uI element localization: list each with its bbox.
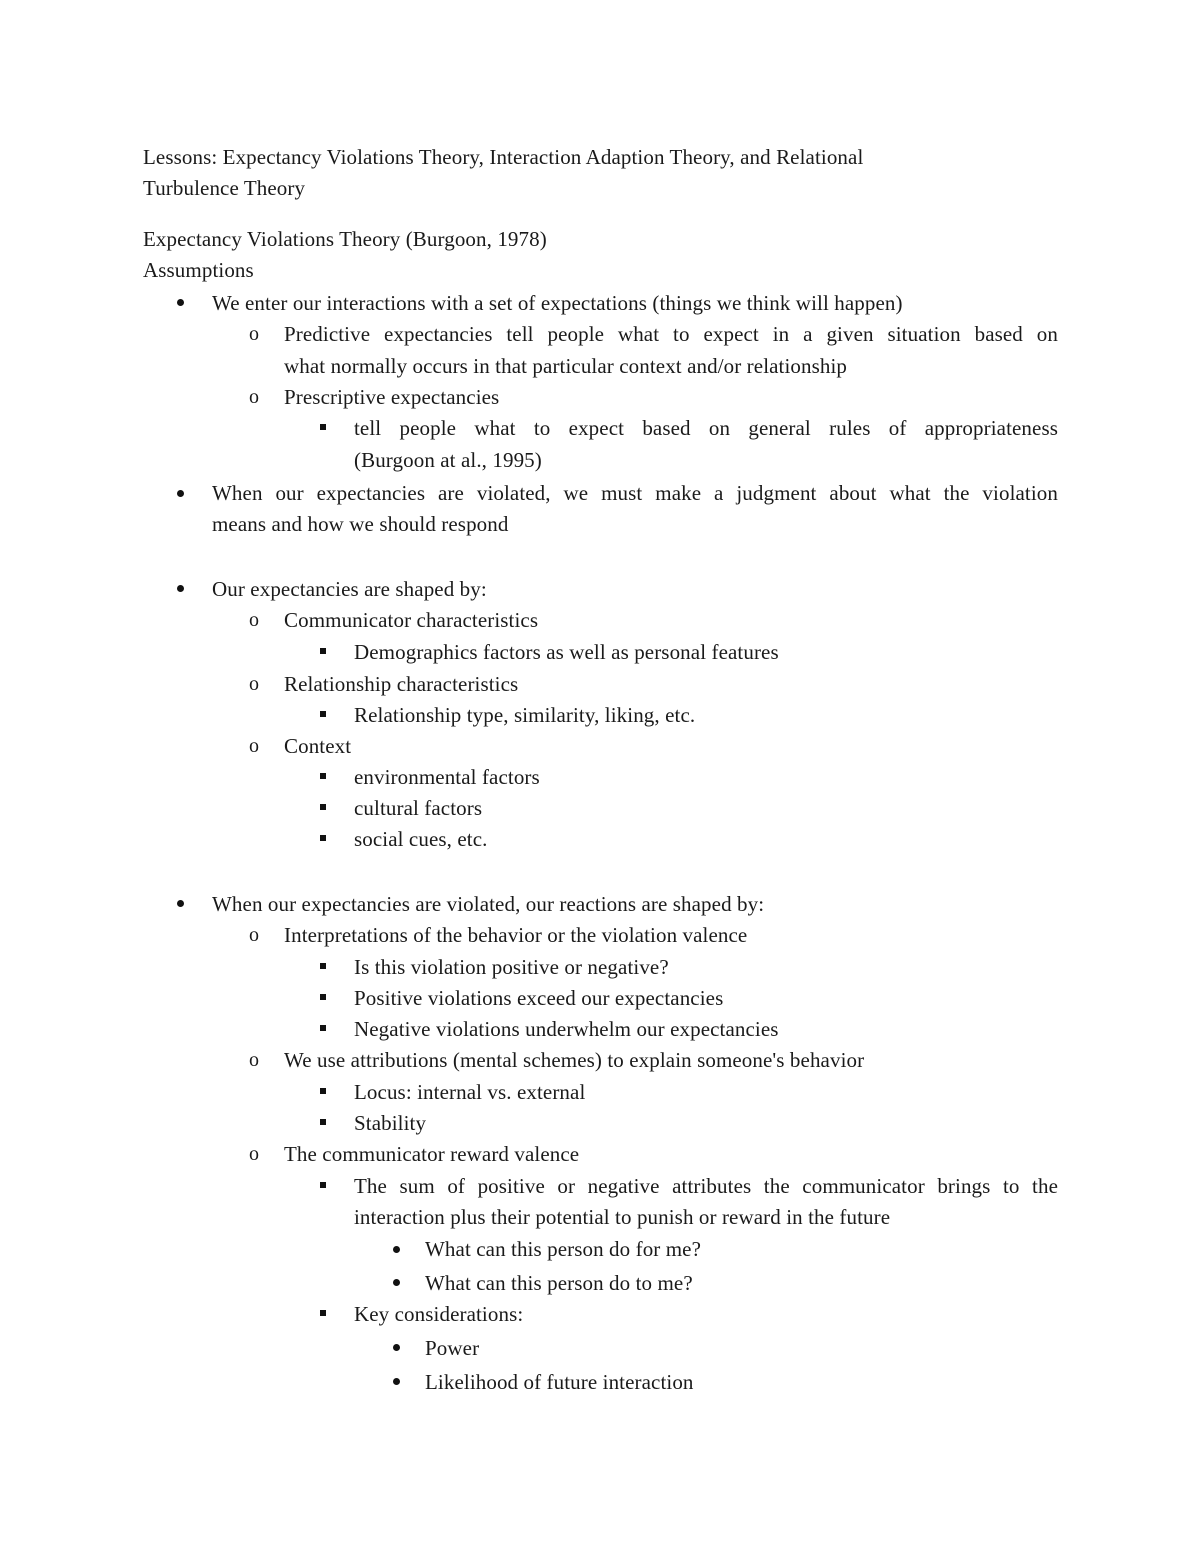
sub-bullet-icon: o — [249, 1143, 260, 1165]
sub-bullet-icon: o — [249, 735, 260, 757]
assumption-1: We enter our interactions with a set of expectations (things we think will happen) — [212, 291, 903, 315]
square-bullet-icon — [320, 773, 326, 779]
prescriptive-expectancies: Prescriptive expectancies — [284, 385, 500, 409]
sub-bullet-icon: o — [249, 386, 260, 408]
key-considerations: Key considerations: — [354, 1302, 524, 1326]
document-title-line-2: Turbulence Theory — [143, 176, 306, 200]
relationship-detail: Relationship type, similarity, liking, etc. — [354, 703, 696, 727]
attribution-item: Locus: internal vs. external — [354, 1080, 586, 1104]
bullet-icon — [177, 299, 184, 306]
key-item: Likelihood of future interaction — [425, 1370, 694, 1394]
sub-bullet-icon: o — [249, 1049, 260, 1071]
interpretation-item: Positive violations exceed our expectancies — [354, 986, 724, 1010]
bullet-icon — [393, 1344, 400, 1351]
square-bullet-icon — [320, 648, 326, 654]
bullet-icon — [393, 1378, 400, 1385]
reward-sum-line-2: interaction plus their potential to punish or reward in the future — [354, 1205, 891, 1229]
square-bullet-icon — [320, 1025, 326, 1031]
square-bullet-icon — [320, 994, 326, 1000]
sub-bullet-icon: o — [249, 924, 260, 946]
communicator-detail: Demographics factors as well as personal features — [354, 640, 779, 664]
section-heading: Expectancy Violations Theory (Burgoon, 1978) — [143, 227, 547, 251]
bullet-icon — [393, 1246, 400, 1253]
assumption-2-line-1: When our expectancies are violated, we must make a judgment about what the violation — [212, 481, 1058, 505]
reactions-heading: When our expectancies are violated, our reactions are shaped by: — [212, 892, 765, 916]
predictive-expectancies-line-2: what normally occurs in that particular context and/or relationship — [284, 354, 848, 378]
bullet-icon — [177, 585, 184, 592]
reward-question: What can this person do for me? — [425, 1237, 702, 1261]
document-title-line-1: Lessons: Expectancy Violations Theory, Interaction Adaption Theory, and Relational — [143, 145, 864, 169]
interpretation-item: Negative violations underwhelm our expectancies — [354, 1017, 779, 1041]
sub-bullet-icon: o — [249, 673, 260, 695]
square-bullet-icon — [320, 835, 326, 841]
interpretation-item: Is this violation positive or negative? — [354, 955, 669, 979]
communicator-characteristics: Communicator characteristics — [284, 608, 539, 632]
assumption-2-line-2: means and how we should respond — [212, 512, 509, 536]
relationship-characteristics: Relationship characteristics — [284, 672, 519, 696]
reward-valence: The communicator reward valence — [284, 1142, 580, 1166]
prescriptive-detail-line-2: (Burgoon at al., 1995) — [354, 448, 542, 472]
reward-sum-line-1: The sum of positive or negative attributes the communicator brings to the — [354, 1174, 1058, 1198]
square-bullet-icon — [320, 804, 326, 810]
section-subheading: Assumptions — [143, 258, 254, 282]
key-item: Power — [425, 1336, 480, 1360]
square-bullet-icon — [320, 1310, 326, 1316]
sub-bullet-icon: o — [249, 323, 260, 345]
square-bullet-icon — [320, 1088, 326, 1094]
bullet-icon — [177, 490, 184, 497]
square-bullet-icon — [320, 711, 326, 717]
predictive-expectancies-line-1: Predictive expectancies tell people what to expect in a given situation based on — [284, 322, 1058, 346]
context-item: cultural factors — [354, 796, 483, 820]
square-bullet-icon — [320, 963, 326, 969]
shaped-by-heading: Our expectancies are shaped by: — [212, 577, 487, 601]
interpretations: Interpretations of the behavior or the violation valence — [284, 923, 748, 947]
context-item: social cues, etc. — [354, 827, 488, 851]
bullet-icon — [393, 1279, 400, 1286]
attribution-item: Stability — [354, 1111, 427, 1135]
prescriptive-detail-line-1: tell people what to expect based on general rules of appropriateness — [354, 416, 1058, 440]
bullet-icon — [177, 900, 184, 907]
square-bullet-icon — [320, 1182, 326, 1188]
attributions: We use attributions (mental schemes) to explain someone's behavior — [284, 1048, 865, 1072]
context-item: environmental factors — [354, 765, 540, 789]
reward-question: What can this person do to me? — [425, 1271, 693, 1295]
sub-bullet-icon: o — [249, 609, 260, 631]
context: Context — [284, 734, 352, 758]
square-bullet-icon — [320, 1119, 326, 1125]
square-bullet-icon — [320, 424, 326, 430]
